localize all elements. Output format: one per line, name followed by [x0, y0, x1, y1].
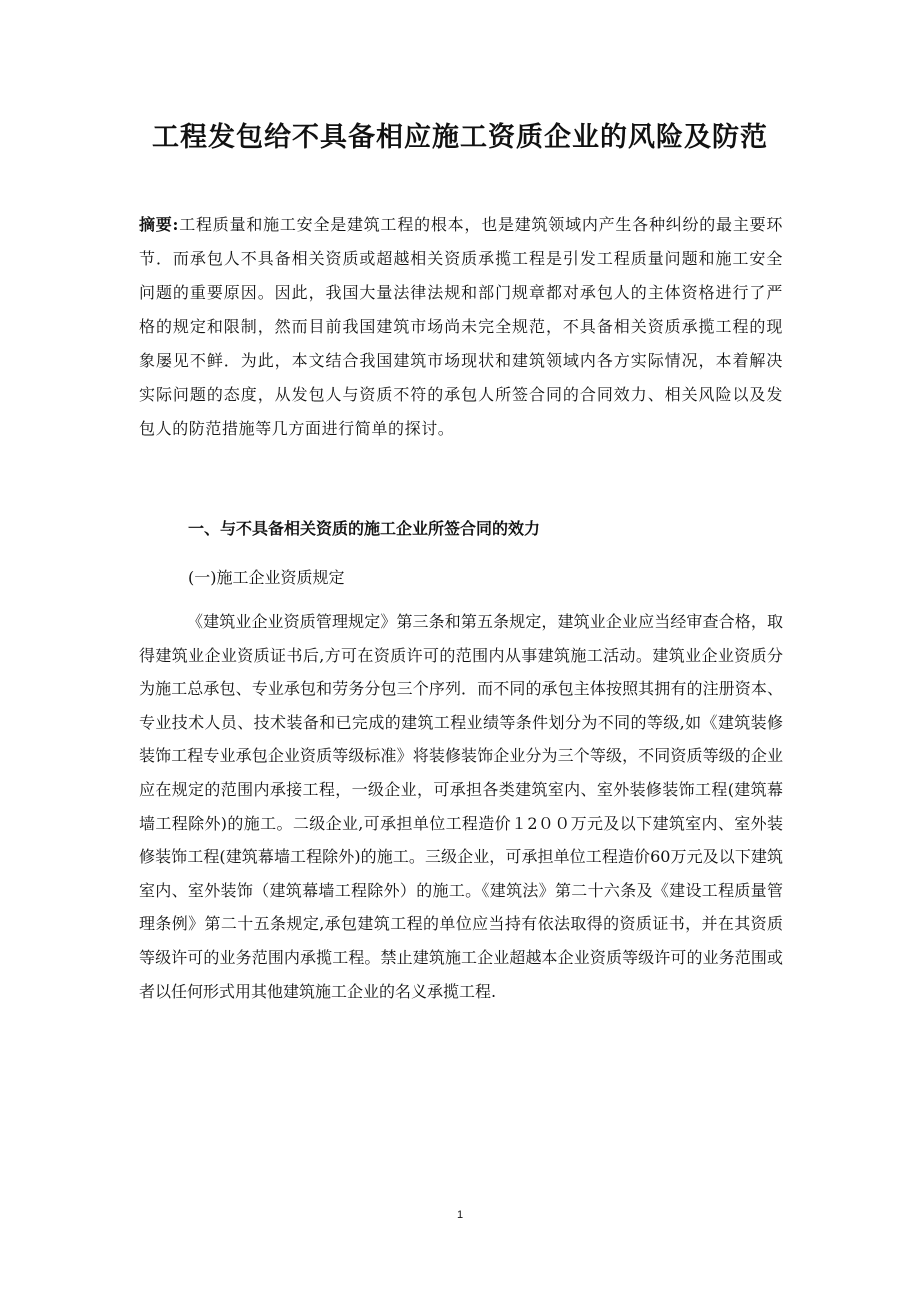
section-heading-1: 一、与不具备相关资质的施工企业所签合同的效力 — [188, 519, 541, 538]
document-title: 工程发包给不具备相应施工资质企业的风险及防范 — [152, 122, 768, 153]
abstract-label: 摘要: — [139, 215, 180, 234]
abstract-paragraph — [139, 208, 783, 446]
page-number: 1 — [456, 1209, 464, 1221]
abstract-text: 工程质量和施工安全是建筑工程的根本，也是建筑领域内产生各种纠纷的最主要环节．而承包人不具备相关资质或超越相关资质承揽工程是引发工程质量问题和施工安全问题的重要原因。因此，我国大量法律法规和部门规章都对承包人的主体资格进行了严格的规定和限制，然而目前我国建筑市场尚未完全规范，不具备相关资质承揽工程的现象屡见不鲜．为此，本文结合我国建筑市场现状和建筑领域内各方实际情况，本着解决实际问题的态度，从发包人与资质不符的承包人所签合同的合同效力、相关风险以及发包人的防范措施等几方面进行简单的探讨。 — [139, 215, 783, 438]
subsection-body-paragraph: 《建筑业企业资质管理规定》第三条和第五条规定，建筑业企业应当经审查合格，取得建筑业企业资质证书后,方可在资质许可的范围内从事建筑施工活动。建筑业企业资质分为施工总承包、专业承包和劳务分包三个序列．而不同的承包主体按照其拥有的注册资本、专业技术人员、技术装备和已完成的建筑工程业绩等条件划分为不同的等级,如《建筑装修装饰工程专业承包企业资质等级标准》将装修装饰企业分为三个等级，不同资质等级的企业应在规定的范围内承接工程，一级企业，可承担各类建筑室内、室外装修装饰工程(建筑幕墙工程除外)的施工。二级企业,可承担单位工程造价１2００万元及以下建筑室内、室外装修装饰工程(建筑幕墙工程除外)的施工。三级企业，可承担单位工程造价60万元及以下建筑室内、室外装饰（建筑幕墙工程除外）的施工。《建筑法》第二十六条及《建设工程质量管理条例》第二十五条规定,承包建筑工程的单位应当持有依法取得的资质证书，并在其资质等级许可的业务范围内承揽工程。禁止建筑施工企业超越本企业资质等级许可的业务范围或者以任何形式用其他建筑施工企业的名义承揽工程. — [139, 612, 783, 1001]
subsection-heading-1-1: (一)施工企业资质规定 — [188, 568, 345, 587]
